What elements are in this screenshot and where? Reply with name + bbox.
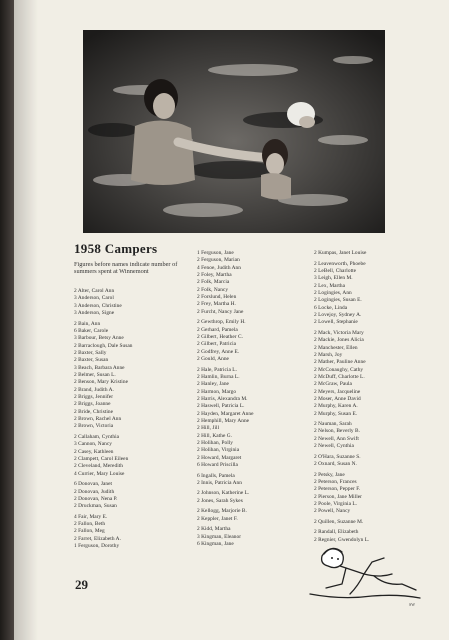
camper-entry: 2 Marsh, Joy [314, 351, 343, 358]
camper-entry: 2 Nauman, Sarah [314, 421, 352, 428]
camper-entry: 3 Barbour, Betsy Anne [74, 335, 124, 342]
page-heading: 1958 Campers [74, 241, 158, 256]
camper-entry: 2 Hamlin, Burna L. [197, 373, 240, 380]
camper-entry: 2 Harmon, Margo [197, 388, 237, 395]
camper-entry: 2 Gould, Anne [197, 356, 229, 362]
camper-entry: 4 Fenoe, Judith Ann [197, 264, 241, 271]
camper-entry: 2 Hanley, Jane [197, 381, 229, 388]
camper-entry: 2 Kumpas, Janet Louise [314, 250, 367, 256]
page-subtitle: Figures before names indicate number of summers spent at Winnemont [74, 261, 178, 276]
camper-entry: 2 Newell, Ann Swift [314, 435, 359, 442]
camper-entry: 2 Callaham, Cynthia [74, 433, 120, 440]
camper-entry: 2 Frey, Martha H. [197, 301, 236, 308]
camper-entry: 2 Holihan, Polly [197, 439, 233, 446]
camper-entry: 2 Nelson, Beverly B. [314, 428, 360, 435]
camper-entry: 2 Poole, Virginia L. [314, 500, 358, 507]
camper-entry: 2 Baxter, Susan [74, 357, 109, 364]
running-child-drawing [302, 538, 424, 608]
camper-entry: 2 Kidd, Martha [197, 526, 231, 533]
camper-entry: 2 McDuff, Charlotte L. [314, 373, 365, 380]
camper-entry: 6 Locke, Linda [314, 304, 348, 311]
camper-entry: 2 Murphy, Susan E. [314, 410, 358, 417]
camper-entry: 4 Fair, Mary E. [74, 513, 108, 520]
camper-entry: 2 Randall, Elizabeth [314, 529, 359, 536]
camper-entry: 6 Ingalls, Pamela [197, 472, 235, 479]
camper-entry: 2 Gerhard, Pamela [197, 326, 238, 333]
camper-entry: 2 Leavenworth, Phoebe [314, 260, 366, 267]
camper-entry: 2 Foley, Martha [197, 272, 232, 279]
camper-entry: 2 Benson, Mary Kristine [74, 379, 128, 386]
camper-entry: 3 Beach, Barbara Anne [74, 364, 125, 371]
camper-entry: 2 Brown, Rachel Ann [74, 416, 122, 423]
camper-entry: 2 Clampett, Carol Eileen [74, 455, 129, 462]
camper-entry: 2 Briggs, Joanne [74, 401, 111, 408]
camper-entry: 3 Leigh, Ellen M. [314, 275, 353, 282]
camper-entry: 2 Mather, Pauline Anne [314, 359, 366, 366]
camper-entry: 2 Cleveland, Meredith [74, 463, 123, 470]
camper-entry: 2 Harris, Alexandra M. [197, 395, 248, 402]
camper-entry: 2 Barraclough, Dale Susan [74, 342, 133, 349]
camper-entry: 2 Brown, Victoria [74, 423, 114, 430]
camper-list-column-1 [74, 288, 184, 550]
camper-entry: 2 Folk, Nancy [197, 286, 229, 293]
camper-entry: 2 LeBell, Charlotte [314, 267, 357, 274]
camper-entry: 2 Regnier, Gwendolyn L. [314, 536, 370, 543]
camper-entry: 3 Anderson, Christine [74, 302, 122, 309]
artist-mark: SW [409, 602, 415, 607]
camper-entry: 2 Mack, Victoria Mary [314, 329, 364, 336]
camper-entry: 2 McConaughy, Cathy [314, 366, 364, 373]
camper-entry: 2 Newell, Cynthia [314, 443, 354, 450]
camper-entry: 2 Innis, Patricia Ann [197, 479, 242, 486]
camper-entry: 6 Howard Priscilla [197, 462, 238, 468]
camper-entry: 2 Johnson, Katherine L. [197, 490, 250, 497]
camper-entry: 2 Holihan, Virginia [197, 447, 240, 454]
camper-entry: 2 Howard, Margaret [197, 454, 242, 461]
camper-entry: 2 Ferguson, Marian [197, 257, 240, 264]
camper-entry: 2 Bride, Christine [74, 408, 114, 415]
camper-entry: 2 Kellogg, Marjorie B. [197, 508, 247, 515]
camper-entry: 2 O'Hara, Suzanne S. [314, 453, 361, 460]
camper-entry: 2 Pierson, Jane Miller [314, 493, 362, 500]
camper-entry: 2 Hemphill, Mary Anne [197, 417, 250, 424]
camper-entry: 2 Furcht, Nancy Jane [197, 308, 244, 315]
camper-entry: 2 Haswell, Patricia L. [197, 403, 245, 410]
camper-entry: 2 Powell, Nancy [314, 508, 351, 515]
camper-entry: 2 Gilbert, Patricia [197, 341, 237, 348]
camper-entry: 2 Murphy, Karen A. [314, 403, 358, 410]
camper-entry: 4 Currier, Mary Louise [74, 470, 125, 477]
camper-entry: 2 Lex, Martha [314, 282, 346, 289]
page-number: 29 [75, 577, 88, 592]
camper-entry: 2 Oxnard, Susan N. [314, 461, 357, 468]
camper-entry: 2 Keppler, Janet F. [197, 515, 238, 522]
camper-entry: 2 Hill, Jill [197, 425, 220, 432]
camper-entry: 2 Druckman, Susan [74, 503, 117, 510]
camper-entry: 2 Godfrey, Anne E. [197, 348, 240, 355]
camper-entry: 2 Lowell, Stephanie [314, 319, 358, 326]
camper-entry: 2 Bain, Ann [74, 320, 101, 327]
camper-list-column-3 [314, 250, 424, 544]
camper-entry: 6 Kingman, Jane [197, 540, 234, 547]
camper-entry: 2 Casey, Kathleen [74, 448, 114, 455]
camper-entry: 2 Gewthrop, Emily H. [197, 319, 246, 326]
camper-entry: 2 Logingies, Susan E. [314, 297, 362, 304]
camper-entry: 2 Fallon, Meg [74, 528, 105, 535]
camper-entry: 2 Quillen, Suzanne M. [314, 518, 364, 525]
camper-entry: 2 Briggs, Jennifer [74, 394, 114, 400]
camper-entry: 2 Gilbert, Heather C. [197, 333, 244, 340]
photo-illustration [83, 30, 385, 233]
swimming-lesson-photo [83, 30, 385, 233]
camper-list-column-2 [197, 250, 307, 548]
camper-entry: 2 Donovan, Judith [74, 488, 115, 495]
camper-entry: 2 Hayden, Margaret Anne [197, 410, 254, 417]
camper-entry: 3 Kingman, Eleanor [197, 533, 242, 540]
camper-entry: 1 Ferguson, Dorothy [74, 543, 120, 550]
camper-entry: 3 Cannon, Nancy [74, 441, 112, 448]
camper-entry: 2 Hill, Kathe G. [197, 432, 233, 439]
camper-entry: 2 Meyers, Jacqueline [314, 388, 361, 395]
camper-entry: 6 Baker, Carole [74, 327, 109, 334]
camper-entry: 2 Lovejoy, Sydney A. [314, 311, 362, 318]
camper-entry: 2 Petsky, Jane [314, 471, 345, 478]
camper-entry: 2 Baxter, Sally [74, 349, 107, 356]
camper-entry: 6 Donovan, Janet [74, 481, 113, 488]
camper-entry: 2 Belmer, Susan L. [74, 371, 116, 378]
camper-entry: 3 Anderson, Signe [74, 310, 115, 317]
camper-entry: 2 Peterson, Pepper F. [314, 486, 361, 493]
camper-entry: 2 Jones, Sarah Sykes [197, 497, 243, 504]
camper-entry: 2 Manchester, Ellen [314, 344, 358, 351]
camper-entry: 1 Ferguson, Jane [197, 250, 234, 256]
camper-entry: 2 Mackie, Jones Alicia [314, 337, 364, 344]
camper-entry: 2 Folk, Marcia [197, 279, 230, 286]
camper-entry: 2 Farret, Elizabeth A. [74, 535, 121, 542]
page-gutter-shadow [14, 0, 38, 640]
camper-entry: 2 McGraw, Paula [314, 381, 352, 388]
document-page [14, 0, 449, 640]
book-binding [0, 0, 14, 640]
camper-entry: 2 Donovan, Nena P. [74, 495, 118, 502]
camper-entry: 2 Hale, Patricia L. [197, 366, 237, 373]
camper-entry: 2 Peterson, Frances [314, 478, 357, 485]
camper-entry: 2 Logingies, Ann [314, 289, 352, 296]
camper-entry: 2 Forslund, Helen [197, 294, 237, 301]
camper-entry: 2 Fallon, Beth [74, 521, 106, 528]
camper-entry: 3 Anderson, Carol [74, 295, 114, 302]
camper-entry: 2 Moser, Anne David [314, 395, 361, 402]
camper-entry: 2 Alter, Carol Ann [74, 288, 115, 294]
camper-entry: 2 Brand, Judith A. [74, 386, 114, 393]
